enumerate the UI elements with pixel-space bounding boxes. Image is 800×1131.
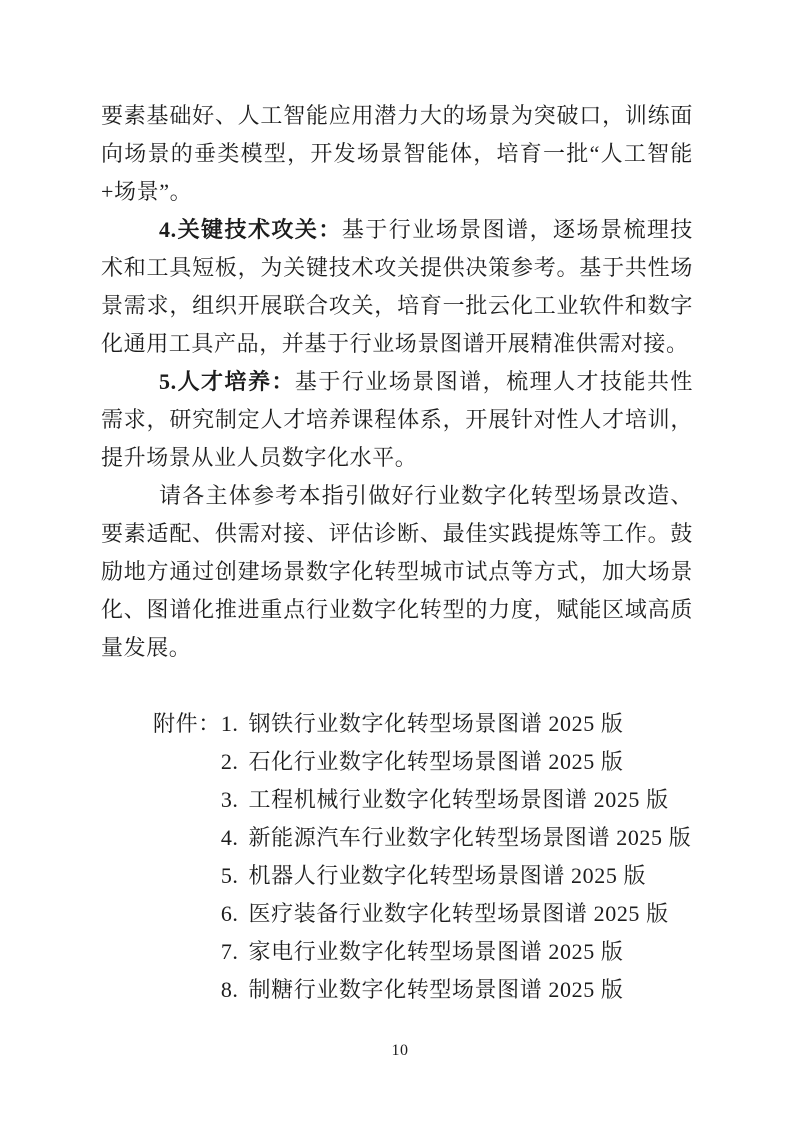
attachment-item-title: 石化行业数字化转型场景图谱 2025 版 bbox=[248, 749, 624, 774]
attachment-item bbox=[221, 781, 693, 819]
body-paragraph-section-4 bbox=[101, 211, 693, 363]
attachment-item-number: 1. bbox=[220, 711, 239, 736]
paragraph-text: 基于行业场景图谱，梳理人才技能共性需求，研究制定人才培养课程体系，开展针对性人才培训，提升场景从业人员数字化水平。 bbox=[101, 369, 694, 470]
attachment-item-number: 2. bbox=[220, 749, 239, 774]
attachment-item-title: 家电行业数字化转型场景图谱 2025 版 bbox=[248, 939, 624, 964]
attachment-item-number: 4. bbox=[220, 825, 239, 850]
body-paragraph-continuation bbox=[101, 97, 693, 211]
paragraph-text: 基于行业场景图谱，逐场景梳理技术和工具短板，为关键技术攻关提供决策参考。基于共性场景需求，组织开展联合攻关，培育一批云化工业软件和数字化通用工具产品，并基于行业场景图谱开展精准供需对接。 bbox=[101, 217, 693, 356]
attachment-list bbox=[221, 705, 693, 1009]
paragraph-lead: 5.人才培养： bbox=[159, 369, 295, 394]
paragraph-text: 要素基础好、人工智能应用潜力大的场景为突破口，训练面向场景的垂类模型，开发场景智能体，培育一批“人工智能+场景”。 bbox=[101, 103, 693, 204]
attachment-item bbox=[221, 857, 693, 895]
attachment-item bbox=[221, 971, 693, 1009]
attachment-item bbox=[221, 819, 693, 857]
attachment-item-number: 6. bbox=[220, 901, 239, 926]
attachment-item bbox=[221, 895, 693, 933]
attachment-block bbox=[101, 705, 693, 1009]
body-paragraph-closing bbox=[101, 477, 693, 667]
attachment-item bbox=[221, 705, 693, 743]
attachment-label: 附件： bbox=[153, 711, 221, 736]
attachment-item-title: 机器人行业数字化转型场景图谱 2025 版 bbox=[248, 863, 647, 888]
paragraph-lead: 4.关键技术攻关： bbox=[159, 217, 342, 242]
paragraph-text: 请各主体参考本指引做好行业数字化转型场景改造、要素适配、供需对接、评估诊断、最佳实践提炼等工作。鼓励地方通过创建场景数字化转型城市试点等方式，加大场景化、图谱化推进重点行业数字化转型的力度，赋能区域高质量发展。 bbox=[101, 483, 693, 660]
attachment-item-number: 8. bbox=[220, 977, 239, 1002]
document-page-content bbox=[101, 97, 693, 1009]
body-paragraph-section-5 bbox=[101, 363, 693, 477]
attachment-item bbox=[221, 933, 693, 971]
attachment-item-number: 3. bbox=[220, 787, 239, 812]
attachment-item-title: 钢铁行业数字化转型场景图谱 2025 版 bbox=[248, 711, 624, 736]
attachment-item-number: 7. bbox=[220, 939, 239, 964]
attachment-item-number: 5. bbox=[220, 863, 239, 888]
page-number: 10 bbox=[391, 1042, 409, 1059]
attachment-item-title: 制糖行业数字化转型场景图谱 2025 版 bbox=[248, 977, 624, 1002]
attachment-item-title: 医疗装备行业数字化转型场景图谱 2025 版 bbox=[248, 901, 669, 926]
attachment-item-title: 新能源汽车行业数字化转型场景图谱 2025 版 bbox=[248, 825, 692, 850]
attachment-item bbox=[221, 743, 693, 781]
attachment-item-title: 工程机械行业数字化转型场景图谱 2025 版 bbox=[248, 787, 669, 812]
